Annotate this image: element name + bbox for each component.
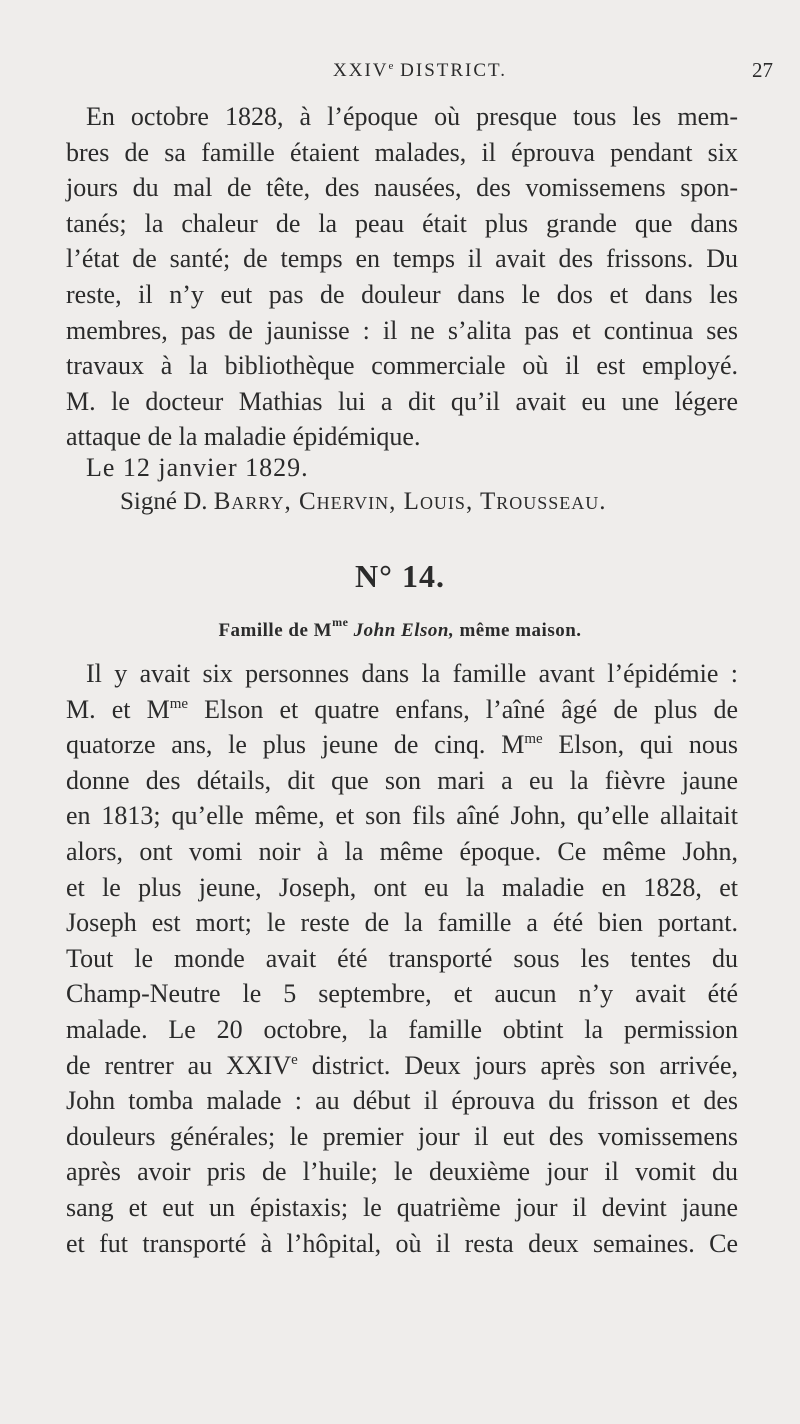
text-line: travaux à la bibliothèque commerciale où il est employé. (66, 351, 738, 381)
text-line: Tout le monde avait été transporté sous les tentes du (66, 943, 738, 973)
text-fragment: quatorze ans, le plus jeune de cinq. M (66, 730, 525, 760)
superscript: me (169, 695, 189, 712)
text-line: Champ-Neutre le 5 septembre, et aucun n’y avait été (66, 979, 738, 1009)
text-fragment: district. Deux jours après son arrivée, (297, 1050, 738, 1080)
text-line: jours du mal de tête, des nausées, des vomissemens spon- (66, 173, 738, 203)
text-line: en 1813; qu’elle même, et son fils aîné John, qu’elle allaitait (66, 801, 738, 831)
page-number: 27 (752, 58, 773, 82)
paragraph-1 (66, 99, 738, 455)
text-line: sang et eut un épistaxis; le quatrième jour il devint jaune (66, 1192, 738, 1222)
subtitle-name: John Elson, (348, 620, 455, 641)
superscript: me (524, 731, 543, 748)
text-fragment: M. et M (66, 694, 170, 724)
running-head-district-number: XXIV (333, 60, 389, 81)
running-head-text: DISTRICT. (393, 60, 507, 81)
subtitle-prefix: Famille de M (218, 620, 333, 641)
text-line: membres, pas de jaunisse : il ne s’alita pas et continua ses (66, 315, 738, 345)
date-line: Le 12 janvier 1829. (86, 453, 309, 482)
text-line: attaque de la maladie épidémique. (66, 422, 421, 452)
superscript: e (291, 1051, 298, 1068)
text-line: malade. Le 20 octobre, la famille obtint la permission (66, 1014, 738, 1044)
text-line: et le plus jeune, Joseph, ont eu la maladie en 1828, et (66, 872, 738, 902)
section-title: N° 14. (355, 558, 445, 594)
subtitle-suffix: même maison. (454, 620, 582, 641)
text-line: Il y avait six personnes dans la famille avant l’épidémie : (86, 659, 738, 688)
text-line: l’état de santé; de temps en temps il avait des frissons. Du (66, 244, 738, 274)
text-line (66, 1048, 738, 1084)
signature-line (120, 484, 607, 519)
text-line: bres de sa famille étaient malades, il éprouva pendant six (66, 137, 738, 167)
text-line: tanés; la chaleur de la peau était plus grande que dans (66, 208, 738, 238)
running-head (333, 60, 507, 82)
signature-names: Barry, Chervin, Louis, Trousseau. (213, 488, 607, 515)
text-line: douleurs générales; le premier jour il eut des vomissemens (66, 1121, 738, 1151)
text-line: et fut transporté à l’hôpital, où il resta deux semaines. Ce (66, 1228, 738, 1258)
text-line (66, 692, 738, 728)
text-line: M. le docteur Mathias lui a dit qu’il avait eu une légere (66, 386, 738, 416)
text-line: En octobre 1828, à l’époque où presque tous les mem- (86, 102, 738, 131)
text-line: Joseph est mort; le reste de la famille a été bien portant. (66, 908, 738, 938)
text-fragment: Elson, qui nous (542, 730, 738, 760)
signature-prefix: Signé D. (120, 488, 214, 515)
text-line: après avoir pris de l’huile; le deuxième jour il vomit du (66, 1157, 738, 1187)
text-line: donne des détails, dit que son mari a eu la fièvre jaune (66, 765, 738, 795)
paragraph-2 (66, 656, 738, 1261)
text-line (66, 727, 738, 763)
subtitle-superscript: me (332, 615, 349, 629)
text-fragment: de rentrer au XXIV (66, 1050, 292, 1080)
text-line: John tomba malade : au début il éprouva du frisson et des (66, 1086, 738, 1116)
text-fragment: Elson et quatre enfans, l’aîné âgé de plus de (188, 694, 738, 724)
text-line: alors, ont vomi noir à la même époque. Ce même John, (66, 836, 738, 866)
running-head-superscript: e (388, 60, 394, 72)
text-line: reste, il n’y eut pas de douleur dans le dos et dans les (66, 279, 738, 309)
page-header (0, 58, 800, 88)
section-subtitle (0, 615, 800, 642)
